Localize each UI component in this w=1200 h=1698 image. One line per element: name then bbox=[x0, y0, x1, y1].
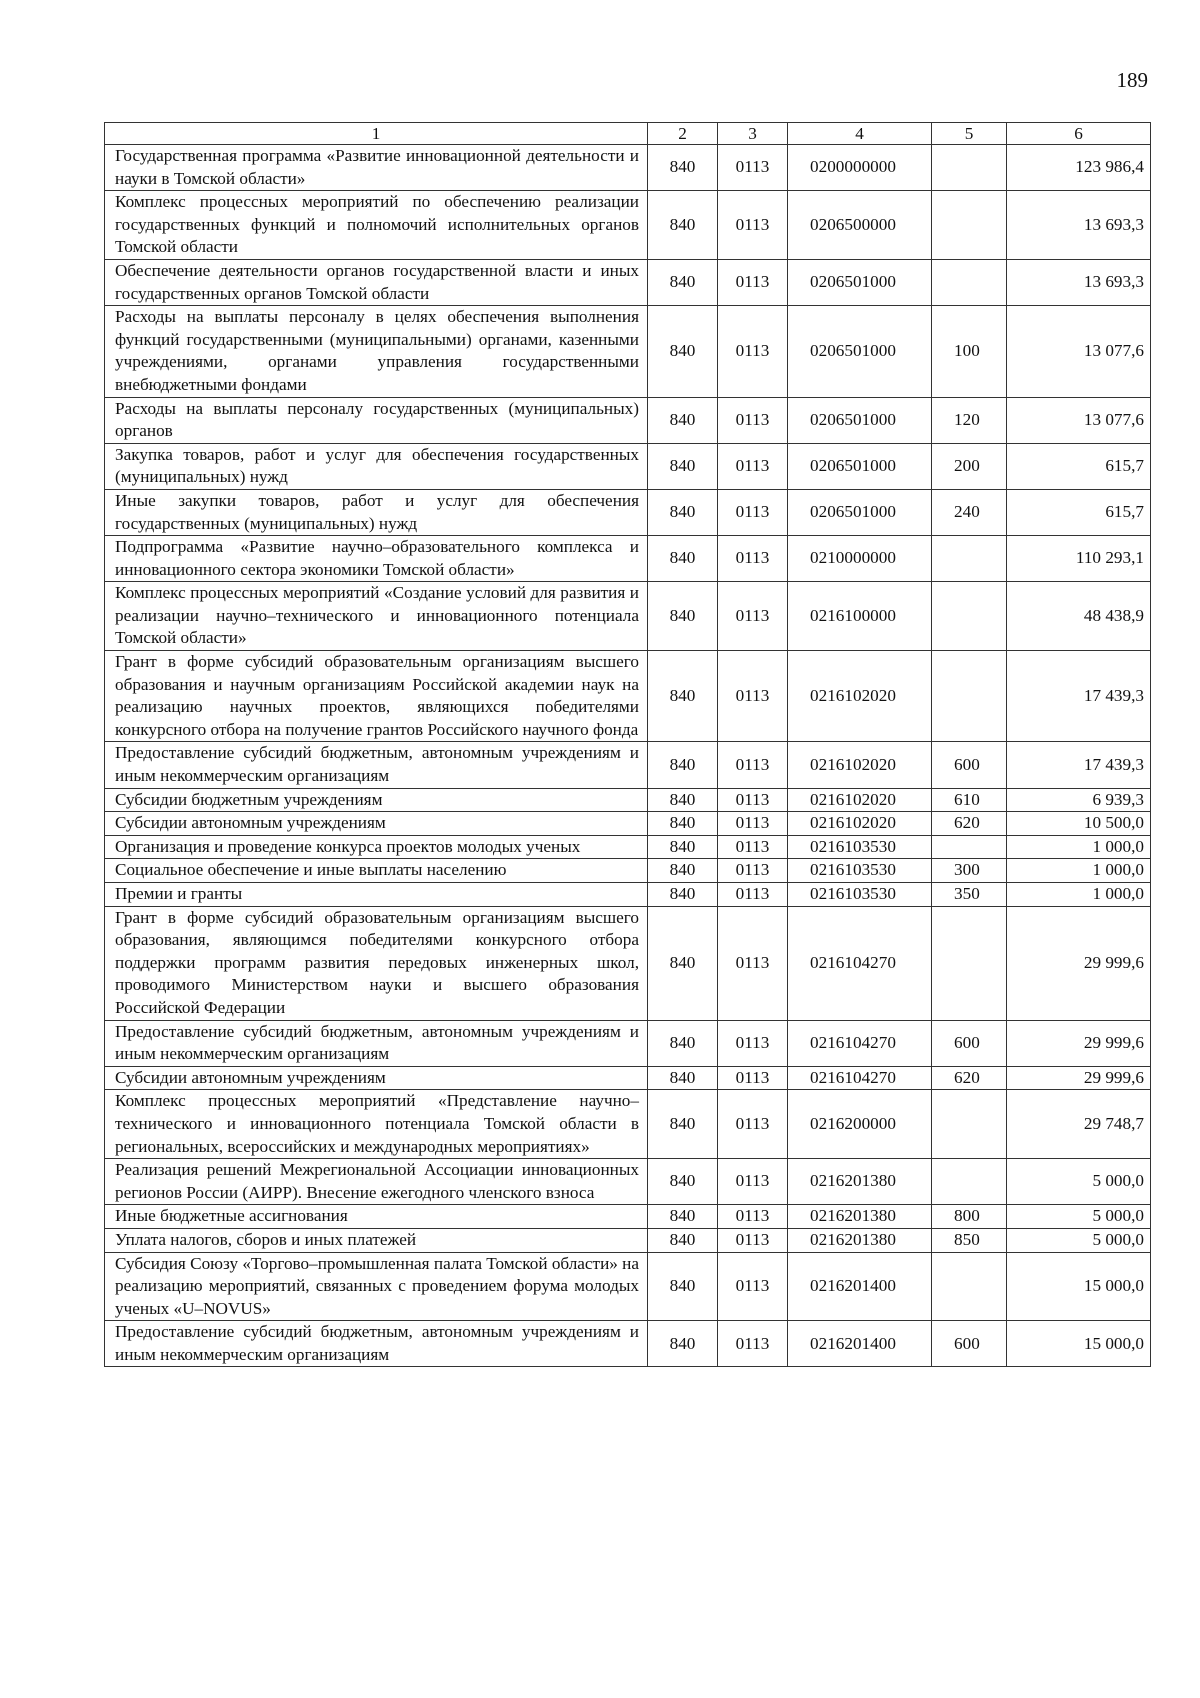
row-amount-cell: 29 999,6 bbox=[1007, 1066, 1151, 1090]
row-ministry-code-cell: 840 bbox=[648, 536, 718, 582]
table-row bbox=[105, 1090, 1151, 1159]
row-ministry-code-cell: 840 bbox=[648, 651, 718, 742]
row-section-code-cell: 0113 bbox=[718, 651, 788, 742]
row-section-code-cell: 0113 bbox=[718, 1228, 788, 1252]
row-target-code-cell: 0216201380 bbox=[788, 1228, 932, 1252]
row-name-cell: Субсидии бюджетным учреждениям bbox=[105, 788, 648, 812]
row-target-code-cell: 0200000000 bbox=[788, 145, 932, 191]
row-expense-type-cell bbox=[932, 906, 1007, 1020]
row-ministry-code-cell: 840 bbox=[648, 443, 718, 489]
row-ministry-code-cell: 840 bbox=[648, 835, 718, 859]
row-expense-type-cell: 120 bbox=[932, 397, 1007, 443]
row-name-cell: Расходы на выплаты персоналу в целях обеспечения выполнения функций государственными (муниципальными) органами, казенными учреждениями, органами управления государственными внебюджетными фондами bbox=[105, 306, 648, 397]
row-expense-type-cell: 620 bbox=[932, 1066, 1007, 1090]
row-name-cell: Комплекс процессных мероприятий «Создание условий для развития и реализации научно–технического и инновационного потенциала Томской области» bbox=[105, 582, 648, 651]
table-row bbox=[105, 1321, 1151, 1367]
header-col-4: 4 bbox=[788, 123, 932, 145]
row-amount-cell: 13 077,6 bbox=[1007, 397, 1151, 443]
row-section-code-cell: 0113 bbox=[718, 835, 788, 859]
row-expense-type-cell: 350 bbox=[932, 883, 1007, 907]
row-target-code-cell: 0216100000 bbox=[788, 582, 932, 651]
row-ministry-code-cell: 840 bbox=[648, 1321, 718, 1367]
row-name-cell: Уплата налогов, сборов и иных платежей bbox=[105, 1228, 648, 1252]
table-row bbox=[105, 1205, 1151, 1229]
row-section-code-cell: 0113 bbox=[718, 145, 788, 191]
row-expense-type-cell: 600 bbox=[932, 742, 1007, 788]
row-target-code-cell: 0216201380 bbox=[788, 1159, 932, 1205]
row-amount-cell: 13 693,3 bbox=[1007, 191, 1151, 260]
row-name-cell: Субсидия Союзу «Торгово–промышленная палата Томской области» на реализацию мероприятий, связанных с проведением форума молодых ученых «U–NOVUS» bbox=[105, 1252, 648, 1321]
row-ministry-code-cell: 840 bbox=[648, 582, 718, 651]
row-target-code-cell: 0216102020 bbox=[788, 812, 932, 836]
row-name-cell: Закупка товаров, работ и услуг для обеспечения государственных (муниципальных) нужд bbox=[105, 443, 648, 489]
row-target-code-cell: 0206501000 bbox=[788, 489, 932, 535]
row-amount-cell: 5 000,0 bbox=[1007, 1228, 1151, 1252]
table-row bbox=[105, 397, 1151, 443]
row-ministry-code-cell: 840 bbox=[648, 145, 718, 191]
row-amount-cell: 1 000,0 bbox=[1007, 835, 1151, 859]
row-expense-type-cell bbox=[932, 191, 1007, 260]
row-ministry-code-cell: 840 bbox=[648, 1159, 718, 1205]
row-target-code-cell: 0216201380 bbox=[788, 1205, 932, 1229]
row-expense-type-cell: 100 bbox=[932, 306, 1007, 397]
table-row bbox=[105, 812, 1151, 836]
row-amount-cell: 29 999,6 bbox=[1007, 1020, 1151, 1066]
page-number: 189 bbox=[1116, 68, 1148, 92]
table-row bbox=[105, 259, 1151, 305]
row-ministry-code-cell: 840 bbox=[648, 306, 718, 397]
row-section-code-cell: 0113 bbox=[718, 1321, 788, 1367]
row-name-cell: Премии и гранты bbox=[105, 883, 648, 907]
row-ministry-code-cell: 840 bbox=[648, 859, 718, 883]
row-name-cell: Предоставление субсидий бюджетным, автономным учреждениям и иным некоммерческим организациям bbox=[105, 1020, 648, 1066]
row-name-cell: Подпрограмма «Развитие научно–образовательного комплекса и инновационного сектора экономики Томской области» bbox=[105, 536, 648, 582]
header-col-5: 5 bbox=[932, 123, 1007, 145]
row-amount-cell: 17 439,3 bbox=[1007, 742, 1151, 788]
row-expense-type-cell bbox=[932, 1090, 1007, 1159]
table-body bbox=[105, 145, 1151, 1367]
row-section-code-cell: 0113 bbox=[718, 306, 788, 397]
table-row bbox=[105, 536, 1151, 582]
row-ministry-code-cell: 840 bbox=[648, 906, 718, 1020]
row-section-code-cell: 0113 bbox=[718, 443, 788, 489]
row-expense-type-cell: 600 bbox=[932, 1321, 1007, 1367]
row-amount-cell: 5 000,0 bbox=[1007, 1205, 1151, 1229]
table-row bbox=[105, 883, 1151, 907]
table-row bbox=[105, 191, 1151, 260]
row-expense-type-cell bbox=[932, 1252, 1007, 1321]
row-amount-cell: 17 439,3 bbox=[1007, 651, 1151, 742]
table-row bbox=[105, 306, 1151, 397]
row-target-code-cell: 0206501000 bbox=[788, 397, 932, 443]
row-amount-cell: 1 000,0 bbox=[1007, 883, 1151, 907]
row-amount-cell: 123 986,4 bbox=[1007, 145, 1151, 191]
row-amount-cell: 5 000,0 bbox=[1007, 1159, 1151, 1205]
row-expense-type-cell bbox=[932, 835, 1007, 859]
row-section-code-cell: 0113 bbox=[718, 489, 788, 535]
row-target-code-cell: 0216200000 bbox=[788, 1090, 932, 1159]
table-row bbox=[105, 788, 1151, 812]
row-amount-cell: 13 693,3 bbox=[1007, 259, 1151, 305]
table-row bbox=[105, 489, 1151, 535]
row-expense-type-cell bbox=[932, 651, 1007, 742]
row-expense-type-cell: 850 bbox=[932, 1228, 1007, 1252]
row-name-cell: Субсидии автономным учреждениям bbox=[105, 812, 648, 836]
row-section-code-cell: 0113 bbox=[718, 1159, 788, 1205]
row-name-cell: Государственная программа «Развитие инновационной деятельности и науки в Томской области» bbox=[105, 145, 648, 191]
row-ministry-code-cell: 840 bbox=[648, 1205, 718, 1229]
row-amount-cell: 29 748,7 bbox=[1007, 1090, 1151, 1159]
table-row bbox=[105, 1159, 1151, 1205]
row-target-code-cell: 0216104270 bbox=[788, 906, 932, 1020]
row-ministry-code-cell: 840 bbox=[648, 788, 718, 812]
table-row bbox=[105, 145, 1151, 191]
row-target-code-cell: 0206501000 bbox=[788, 259, 932, 305]
row-ministry-code-cell: 840 bbox=[648, 742, 718, 788]
row-amount-cell: 615,7 bbox=[1007, 489, 1151, 535]
row-target-code-cell: 0206500000 bbox=[788, 191, 932, 260]
row-ministry-code-cell: 840 bbox=[648, 883, 718, 907]
row-section-code-cell: 0113 bbox=[718, 1252, 788, 1321]
table-row bbox=[105, 1020, 1151, 1066]
row-amount-cell: 15 000,0 bbox=[1007, 1321, 1151, 1367]
row-section-code-cell: 0113 bbox=[718, 859, 788, 883]
row-section-code-cell: 0113 bbox=[718, 812, 788, 836]
row-amount-cell: 15 000,0 bbox=[1007, 1252, 1151, 1321]
row-ministry-code-cell: 840 bbox=[648, 259, 718, 305]
row-expense-type-cell bbox=[932, 582, 1007, 651]
row-amount-cell: 1 000,0 bbox=[1007, 859, 1151, 883]
row-amount-cell: 13 077,6 bbox=[1007, 306, 1151, 397]
row-amount-cell: 10 500,0 bbox=[1007, 812, 1151, 836]
table-row bbox=[105, 582, 1151, 651]
row-name-cell: Расходы на выплаты персоналу государственных (муниципальных) органов bbox=[105, 397, 648, 443]
row-target-code-cell: 0210000000 bbox=[788, 536, 932, 582]
row-name-cell: Иные закупки товаров, работ и услуг для обеспечения государственных (муниципальных) нужд bbox=[105, 489, 648, 535]
row-section-code-cell: 0113 bbox=[718, 259, 788, 305]
row-section-code-cell: 0113 bbox=[718, 1205, 788, 1229]
header-col-6: 6 bbox=[1007, 123, 1151, 145]
row-expense-type-cell: 600 bbox=[932, 1020, 1007, 1066]
row-ministry-code-cell: 840 bbox=[648, 397, 718, 443]
row-section-code-cell: 0113 bbox=[718, 1090, 788, 1159]
row-expense-type-cell bbox=[932, 536, 1007, 582]
table-row bbox=[105, 443, 1151, 489]
table-row bbox=[105, 1252, 1151, 1321]
row-section-code-cell: 0113 bbox=[718, 906, 788, 1020]
table-row bbox=[105, 906, 1151, 1020]
row-ministry-code-cell: 840 bbox=[648, 1090, 718, 1159]
row-expense-type-cell bbox=[932, 145, 1007, 191]
table-header bbox=[105, 123, 1151, 145]
row-target-code-cell: 0216102020 bbox=[788, 788, 932, 812]
row-ministry-code-cell: 840 bbox=[648, 1066, 718, 1090]
header-row bbox=[105, 123, 1151, 145]
table-row bbox=[105, 651, 1151, 742]
row-ministry-code-cell: 840 bbox=[648, 1228, 718, 1252]
row-expense-type-cell bbox=[932, 1159, 1007, 1205]
row-target-code-cell: 0206501000 bbox=[788, 306, 932, 397]
row-section-code-cell: 0113 bbox=[718, 397, 788, 443]
row-name-cell: Предоставление субсидий бюджетным, автономным учреждениям и иным некоммерческим организациям bbox=[105, 1321, 648, 1367]
row-name-cell: Социальное обеспечение и иные выплаты населению bbox=[105, 859, 648, 883]
header-col-1: 1 bbox=[105, 123, 648, 145]
header-col-3: 3 bbox=[718, 123, 788, 145]
row-target-code-cell: 0216103530 bbox=[788, 859, 932, 883]
row-ministry-code-cell: 840 bbox=[648, 1252, 718, 1321]
row-name-cell: Грант в форме субсидий образовательным организациям высшего образования, являющимся победителями конкурсного отбора поддержки программ развития передовых инженерных школ, проводимого Министерством науки и высшего образования Российской Федерации bbox=[105, 906, 648, 1020]
row-expense-type-cell: 610 bbox=[932, 788, 1007, 812]
row-section-code-cell: 0113 bbox=[718, 536, 788, 582]
table-row bbox=[105, 835, 1151, 859]
row-section-code-cell: 0113 bbox=[718, 788, 788, 812]
row-name-cell: Обеспечение деятельности органов государственной власти и иных государственных органов Томской области bbox=[105, 259, 648, 305]
row-section-code-cell: 0113 bbox=[718, 1020, 788, 1066]
row-expense-type-cell: 300 bbox=[932, 859, 1007, 883]
row-name-cell: Организация и проведение конкурса проектов молодых ученых bbox=[105, 835, 648, 859]
row-target-code-cell: 0206501000 bbox=[788, 443, 932, 489]
row-ministry-code-cell: 840 bbox=[648, 812, 718, 836]
table-row bbox=[105, 1228, 1151, 1252]
row-section-code-cell: 0113 bbox=[718, 191, 788, 260]
row-name-cell: Грант в форме субсидий образовательным организациям высшего образования и научным организациям Российской академии наук на реализацию научных проектов, являющихся победителями конкурсного отбора на получение грантов Российского научного фонда bbox=[105, 651, 648, 742]
row-amount-cell: 615,7 bbox=[1007, 443, 1151, 489]
row-amount-cell: 6 939,3 bbox=[1007, 788, 1151, 812]
row-target-code-cell: 0216102020 bbox=[788, 742, 932, 788]
row-section-code-cell: 0113 bbox=[718, 582, 788, 651]
row-name-cell: Иные бюджетные ассигнования bbox=[105, 1205, 648, 1229]
row-name-cell: Предоставление субсидий бюджетным, автономным учреждениям и иным некоммерческим организациям bbox=[105, 742, 648, 788]
row-name-cell: Реализация решений Межрегиональной Ассоциации инновационных регионов России (АИРР). Внесение ежегодного членского взноса bbox=[105, 1159, 648, 1205]
row-section-code-cell: 0113 bbox=[718, 883, 788, 907]
row-amount-cell: 29 999,6 bbox=[1007, 906, 1151, 1020]
row-expense-type-cell bbox=[932, 259, 1007, 305]
row-expense-type-cell: 200 bbox=[932, 443, 1007, 489]
row-amount-cell: 110 293,1 bbox=[1007, 536, 1151, 582]
row-target-code-cell: 0216104270 bbox=[788, 1020, 932, 1066]
header-col-2: 2 bbox=[648, 123, 718, 145]
row-expense-type-cell: 800 bbox=[932, 1205, 1007, 1229]
row-target-code-cell: 0216102020 bbox=[788, 651, 932, 742]
row-target-code-cell: 0216201400 bbox=[788, 1252, 932, 1321]
row-target-code-cell: 0216103530 bbox=[788, 835, 932, 859]
budget-table bbox=[104, 122, 1151, 1367]
table-row bbox=[105, 859, 1151, 883]
row-target-code-cell: 0216104270 bbox=[788, 1066, 932, 1090]
row-ministry-code-cell: 840 bbox=[648, 489, 718, 535]
row-ministry-code-cell: 840 bbox=[648, 1020, 718, 1066]
row-amount-cell: 48 438,9 bbox=[1007, 582, 1151, 651]
row-target-code-cell: 0216201400 bbox=[788, 1321, 932, 1367]
row-section-code-cell: 0113 bbox=[718, 742, 788, 788]
table-row bbox=[105, 742, 1151, 788]
table-row bbox=[105, 1066, 1151, 1090]
row-target-code-cell: 0216103530 bbox=[788, 883, 932, 907]
row-name-cell: Субсидии автономным учреждениям bbox=[105, 1066, 648, 1090]
row-name-cell: Комплекс процессных мероприятий «Представление научно–технического и инновационного потенциала Томской области в региональных, всероссийских и международных мероприятиях» bbox=[105, 1090, 648, 1159]
row-name-cell: Комплекс процессных мероприятий по обеспечению реализации государственных функций и полномочий исполнительных органов Томской области bbox=[105, 191, 648, 260]
row-expense-type-cell: 620 bbox=[932, 812, 1007, 836]
row-section-code-cell: 0113 bbox=[718, 1066, 788, 1090]
row-ministry-code-cell: 840 bbox=[648, 191, 718, 260]
row-expense-type-cell: 240 bbox=[932, 489, 1007, 535]
